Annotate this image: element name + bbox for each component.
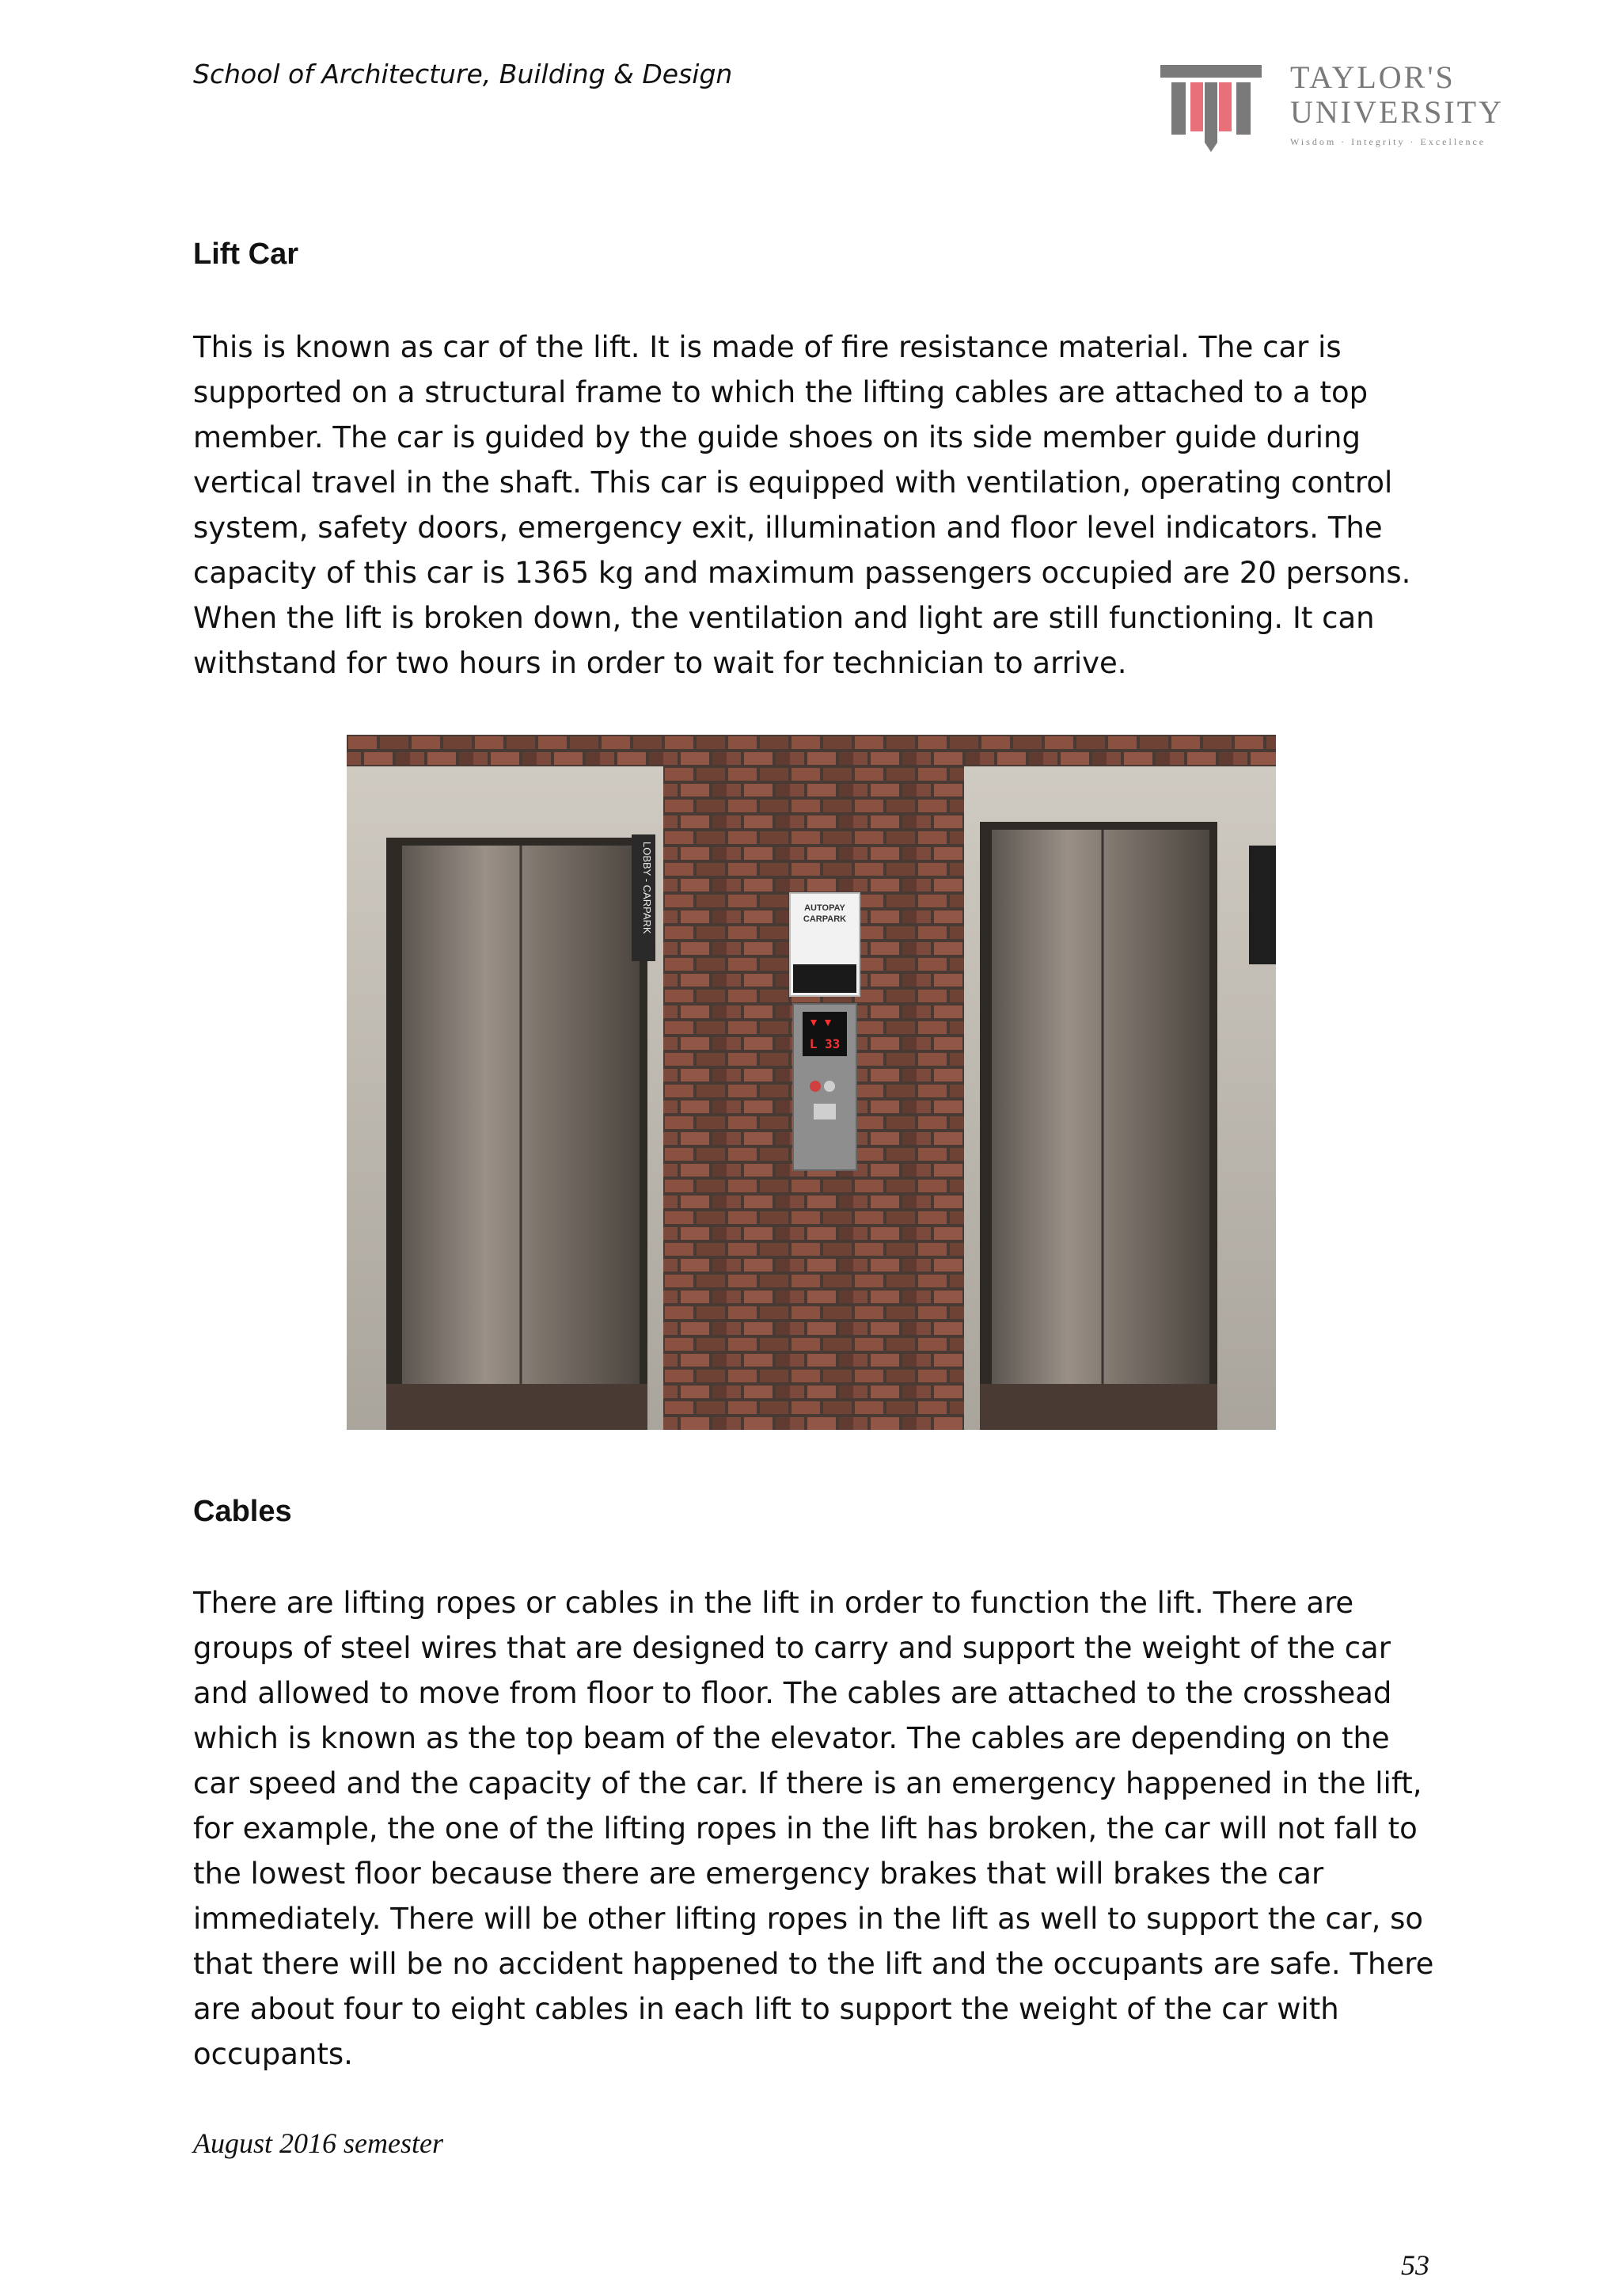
- page-number: 53: [1401, 2249, 1429, 2281]
- lift-photo: [347, 735, 1276, 1430]
- footer-semester: August 2016 semester: [193, 2127, 443, 2159]
- lift-photo-illustration: [347, 735, 1276, 1430]
- logo-tagline: Wisdom · Integrity · Excellence: [1290, 136, 1486, 147]
- logo-name-line1: TAYLOR'S: [1290, 59, 1456, 95]
- section-body-cables: There are lifting ropes or cables in the lift in order to function the lift. There are groups of steel wires that are designed to carry and support the weight of the car and allowed to move from floor to floor. The cables are attached to the crosshead which is known as the top beam of the elevator. The cables are depending on the car speed and the capacity of the car. If there is an emergency happened in the lift, for example, the one of the lifting ropes in the lift has broken, the car will not fall to the lowest floor because there are emergency brakes that will brakes the car immediately. There will be other lifting ropes in the lift as well to support the car, so that there will be no accident happened to the lift and the occupants are safe. There are about four to eight cables in each lift to support the weight of the car with occupants.: [193, 1586, 1434, 2071]
- sign-lobby-carpark: LOBBY - CARPARK: [641, 842, 653, 934]
- floor-indicator-display: L 33: [809, 1036, 841, 1051]
- school-name: School of Architecture, Building & Design: [193, 59, 733, 89]
- logo-name-line2: UNIVERSITY: [1290, 94, 1504, 130]
- section-heading-lift-car: Lift Car: [193, 238, 298, 271]
- logo-emblem-icon: [1156, 60, 1266, 158]
- section-body-lift-car: This is known as car of the lift. It is made of fire resistance material. The car is supported on a structural frame to which the lifting cables are attached to a top member. The car is guided by the guide shoes on its side member guide during vertical travel in the shaft. This car is equipped with ventilation, operating control system, safety doors, emergency exit, illumination and floor level indicators. The capacity of this car is 1365 kg and maximum passengers occupied are 20 persons. When the lift is broken down, the ventilation and light are still functioning. It can withstand for two hours in order to wait for technician to arrive.: [193, 330, 1411, 680]
- sign-autopay-line1: AUTOPAY: [804, 903, 845, 913]
- section-heading-cables: Cables: [193, 1495, 292, 1528]
- sign-autopay-line2: CARPARK: [803, 914, 847, 924]
- university-logo: [1156, 60, 1536, 158]
